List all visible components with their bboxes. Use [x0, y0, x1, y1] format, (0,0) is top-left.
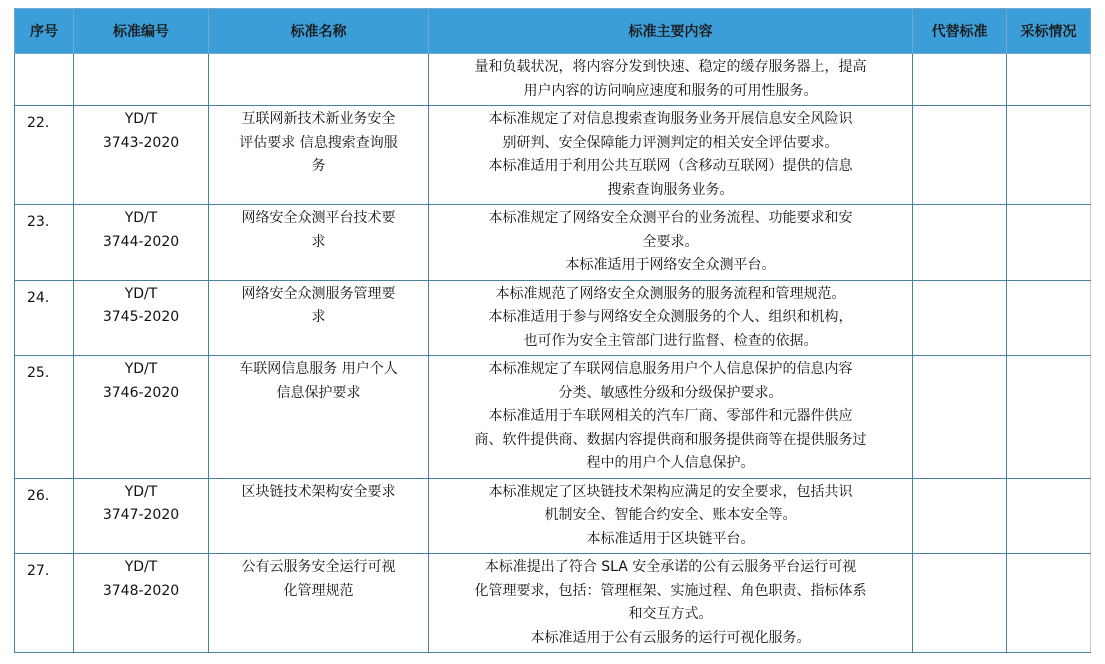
header-content: 标准主要内容: [429, 9, 913, 54]
name-line: 互联网新技术新业务安全: [241, 111, 396, 127]
cell-name: [209, 280, 429, 356]
code-line: 3745-2020: [102, 309, 180, 325]
code-line: 3744-2020: [102, 233, 180, 250]
content-line: 机制安全、智能合约安全、账本安全等。: [544, 507, 797, 523]
name-line: 评估要求 信息搜索查询服: [239, 134, 398, 151]
cell-index: 22.: [15, 106, 74, 205]
cell-index: 24.: [15, 280, 74, 356]
cell-index: [15, 54, 74, 106]
header-adopt: 采标情况: [1007, 9, 1091, 54]
cell-replace: [913, 554, 1007, 653]
cell-replace: [913, 478, 1007, 554]
name-line: 化管理规范: [283, 582, 354, 599]
name-line: 公有云服务安全运行可视: [241, 559, 396, 575]
cell-code: [74, 205, 209, 281]
cell-content: [429, 478, 913, 554]
table-row-continuation: [15, 54, 1091, 106]
table-row: [15, 478, 1091, 554]
code-line: YD/T: [124, 210, 158, 226]
standards-table: [14, 8, 1091, 653]
cell-index: 26.: [15, 478, 74, 554]
cell-content: [429, 356, 913, 479]
cell-name: [209, 106, 429, 205]
content-line: 搜索查询服务业务。: [607, 181, 734, 198]
name-line: 求: [311, 309, 326, 325]
content-line: 程中的用户个人信息保护。: [586, 455, 755, 471]
table-row: [15, 106, 1091, 205]
name-line: 求: [311, 233, 326, 250]
code-line: 3746-2020: [102, 384, 180, 401]
cell-index: 25.: [15, 356, 74, 479]
code-line: YD/T: [124, 111, 158, 127]
name-line: 信息保护要求: [276, 384, 361, 401]
cell-name: [209, 554, 429, 653]
cell-replace: [913, 280, 1007, 356]
table-row: [15, 280, 1091, 356]
cell-code: [74, 106, 209, 205]
cell-adopt: [1007, 205, 1091, 281]
cell-code: [74, 54, 209, 106]
content-line: 本标准规定了区块链技术架构应满足的安全要求，包括共识: [488, 483, 853, 500]
content-line: 化管理要求，包括：管理框架、实施过程、角色职责、指标体系: [474, 582, 867, 599]
cell-replace: [913, 356, 1007, 479]
cell-code: [74, 356, 209, 479]
content-line: 本标准规定了网络安全众测平台的业务流程、功能要求和安: [488, 210, 853, 226]
code-line: 3747-2020: [102, 507, 180, 523]
content-line: 本标准提出了符合 SLA 安全承诺的公有云服务平台运行可视: [484, 559, 857, 575]
cell-replace: [913, 54, 1007, 106]
standards-table-wrapper: [14, 8, 1090, 653]
cell-content: [429, 205, 913, 281]
content-line: 也可作为安全主管部门进行监督、检查的依据。: [523, 332, 818, 349]
content-line: 本标准适用于车联网相关的汽车厂商、零部件和元器件供应: [488, 408, 853, 424]
content-line: 别研判、安全保障能力评测判定的相关安全评估要求。: [502, 134, 839, 151]
content-line: 和交互方式。: [628, 606, 713, 622]
header-index: 序号: [15, 9, 74, 54]
content-line: 本标准适用于参与网络安全众测服务的个人、组织和机构，: [488, 309, 853, 325]
cell-code: [74, 554, 209, 653]
cell-code: [74, 280, 209, 356]
name-line: 车联网信息服务 用户个人: [239, 361, 398, 377]
table-row: [15, 205, 1091, 281]
name-line: 区块链技术架构安全要求: [241, 483, 396, 500]
content-line: 本标准适用于公有云服务的运行可视化服务。: [530, 629, 811, 646]
cell-name: [209, 478, 429, 554]
cell-content: [429, 106, 913, 205]
cell-adopt: [1007, 554, 1091, 653]
cell-name: [209, 54, 429, 106]
header-name: 标准名称: [209, 9, 429, 54]
cell-adopt: [1007, 280, 1091, 356]
name-line: 网络安全众测平台技术要: [241, 210, 396, 226]
code-line: YD/T: [124, 285, 158, 302]
code-line: 3743-2020: [102, 134, 180, 151]
name-line: 务: [311, 158, 326, 174]
cell-adopt: [1007, 106, 1091, 205]
cell-index: 27.: [15, 554, 74, 653]
cell-content: [429, 280, 913, 356]
content-line: 分类、敏感性分级和分级保护要求。: [558, 384, 783, 401]
cell-replace: [913, 205, 1007, 281]
code-line: YD/T: [124, 483, 158, 500]
cell-content: [429, 554, 913, 653]
code-line: YD/T: [124, 361, 158, 377]
cell-index: 23.: [15, 205, 74, 281]
name-line: 网络安全众测服务管理要: [241, 285, 396, 302]
cell-code: [74, 478, 209, 554]
cell-replace: [913, 106, 1007, 205]
content-line: 本标准规定了对信息搜索查询服务业务开展信息安全风险识: [488, 111, 853, 127]
code-line: 3748-2020: [102, 582, 180, 599]
table-header-row: [15, 9, 1091, 54]
cell-name: [209, 356, 429, 479]
header-replace: 代替标准: [913, 9, 1007, 54]
code-line: YD/T: [124, 559, 158, 575]
header-code: 标准编号: [74, 9, 209, 54]
cell-content: [429, 54, 913, 106]
content-line: 量和负载状况，将内容分发到快速、稳定的缓存服务器上，提高: [474, 59, 867, 75]
content-line: 本标准适用于网络安全众测平台。: [565, 257, 776, 273]
cell-adopt: [1007, 54, 1091, 106]
cell-name: [209, 205, 429, 281]
content-line: 商、软件提供商、数据内容提供商和服务提供商等在提供服务过: [474, 431, 867, 448]
content-line: 用户内容的访问响应速度和服务的可用性服务。: [523, 82, 818, 99]
content-line: 本标准适用于利用公共互联网（含移动互联网）提供的信息: [488, 158, 853, 174]
table-row: [15, 356, 1091, 479]
content-line: 本标准适用于区块链平台。: [586, 530, 755, 547]
content-line: 本标准规定了车联网信息服务用户个人信息保护的信息内容: [488, 361, 853, 377]
table-row: [15, 554, 1091, 653]
content-line: 本标准规范了网络安全众测服务的服务流程和管理规范。: [495, 285, 846, 302]
content-line: 全要求。: [642, 233, 699, 250]
cell-adopt: [1007, 478, 1091, 554]
cell-adopt: [1007, 356, 1091, 479]
